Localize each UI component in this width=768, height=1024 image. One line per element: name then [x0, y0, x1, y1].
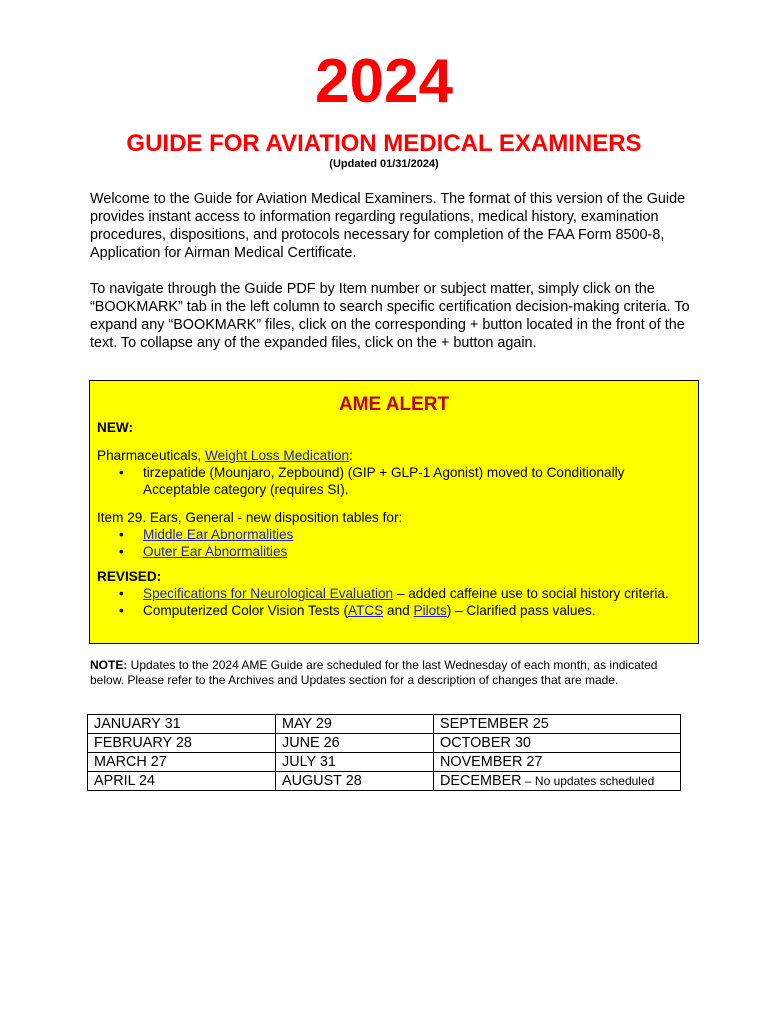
- ears-list: [97, 526, 691, 560]
- table-row: [88, 753, 681, 772]
- outer-ear-abnormalities-link[interactable]: Outer Ear Abnormalities: [143, 544, 288, 559]
- table-cell: [434, 772, 681, 791]
- pharmaceuticals-colon: :: [349, 448, 353, 463]
- list-item: [143, 526, 691, 543]
- table-row: [88, 772, 681, 791]
- table-cell: AUGUST 28: [276, 772, 434, 791]
- pilots-link[interactable]: Pilots: [413, 603, 447, 618]
- revised-list: [97, 585, 691, 619]
- table-cell: JUNE 26: [276, 734, 434, 753]
- table-cell: MARCH 27: [88, 753, 276, 772]
- year-heading: 2024: [315, 47, 453, 116]
- tirzepatide-item: • tirzepatide (Mounjaro, Zepbound) (GIP + GLP-1 Agonist) moved to Conditionally Acceptable category (requires SI).: [143, 464, 691, 498]
- ame-alert-box: [89, 380, 699, 644]
- and-text: and: [383, 603, 414, 618]
- ears-general-line: Item 29. Ears, General - new disposition tables for:: [97, 510, 403, 525]
- note-text: Updates to the 2024 AME Guide are scheduled for the last Wednesday of each month, as indicated below. Please refer to the Archives and Updates section for a description of changes that are made.: [90, 658, 658, 687]
- note-label: NOTE:: [90, 658, 128, 672]
- middle-ear-abnormalities-link[interactable]: Middle Ear Abnormalities: [143, 527, 294, 542]
- table-cell: SEPTEMBER 25: [434, 715, 681, 734]
- list-item: [143, 602, 691, 619]
- table-row: [88, 734, 681, 753]
- pharmaceuticals-list: [97, 464, 691, 498]
- revised-heading: REVISED:: [97, 569, 162, 584]
- updated-date: (Updated 01/31/2024): [329, 158, 439, 170]
- december-label: DECEMBER: [440, 773, 522, 789]
- weight-loss-medication-link[interactable]: Weight Loss Medication: [205, 448, 350, 463]
- table-cell: MAY 29: [276, 715, 434, 734]
- pharmaceuticals-line: [97, 447, 691, 464]
- table-cell: APRIL 24: [88, 772, 276, 791]
- table-cell: JULY 31: [276, 753, 434, 772]
- table-cell: JANUARY 31: [88, 715, 276, 734]
- update-schedule-note: [90, 658, 680, 687]
- intro-paragraph-welcome: Welcome to the Guide for Aviation Medical Examiners. The format of this version of the Guide provides instant access to information regarding regulations, medical history, examination procedures, dispositions, and protocols necessary for completion of the FAA Form 8500-8, Application for Airman Medical Certificate.: [90, 191, 686, 261]
- document-title: GUIDE FOR AVIATION MEDICAL EXAMINERS: [126, 130, 642, 157]
- table-cell: FEBRUARY 28: [88, 734, 276, 753]
- color-vision-prefix: Computerized Color Vision Tests (: [143, 603, 349, 618]
- update-schedule-table: [87, 714, 681, 791]
- list-item: [143, 543, 691, 560]
- no-updates-note: – No updates scheduled: [521, 774, 655, 788]
- color-vision-suffix: ) – Clarified pass values.: [446, 603, 596, 618]
- list-item: [143, 585, 691, 602]
- table-row: [88, 715, 681, 734]
- table-cell: OCTOBER 30: [434, 734, 681, 753]
- ame-alert-title: AME ALERT: [338, 394, 450, 415]
- pharmaceuticals-label: Pharmaceuticals,: [97, 448, 206, 463]
- table-cell: NOVEMBER 27: [434, 753, 681, 772]
- new-heading: NEW:: [97, 420, 133, 435]
- neurological-evaluation-link[interactable]: Specifications for Neurological Evaluation: [143, 586, 394, 601]
- neurological-change-text: – added caffeine use to social history criteria.: [393, 586, 669, 601]
- atcs-link[interactable]: ATCS: [348, 603, 384, 618]
- intro-paragraph-navigation: To navigate through the Guide PDF by Item number or subject matter, simply click on the “BOOKMARK” tab in the left column to search specific certification decision-making criteria. To expand any “BOOKMARK” files, click on the corresponding + button located in the front of the text. To collapse any of the expanded files, click on the + button again.: [90, 281, 690, 351]
